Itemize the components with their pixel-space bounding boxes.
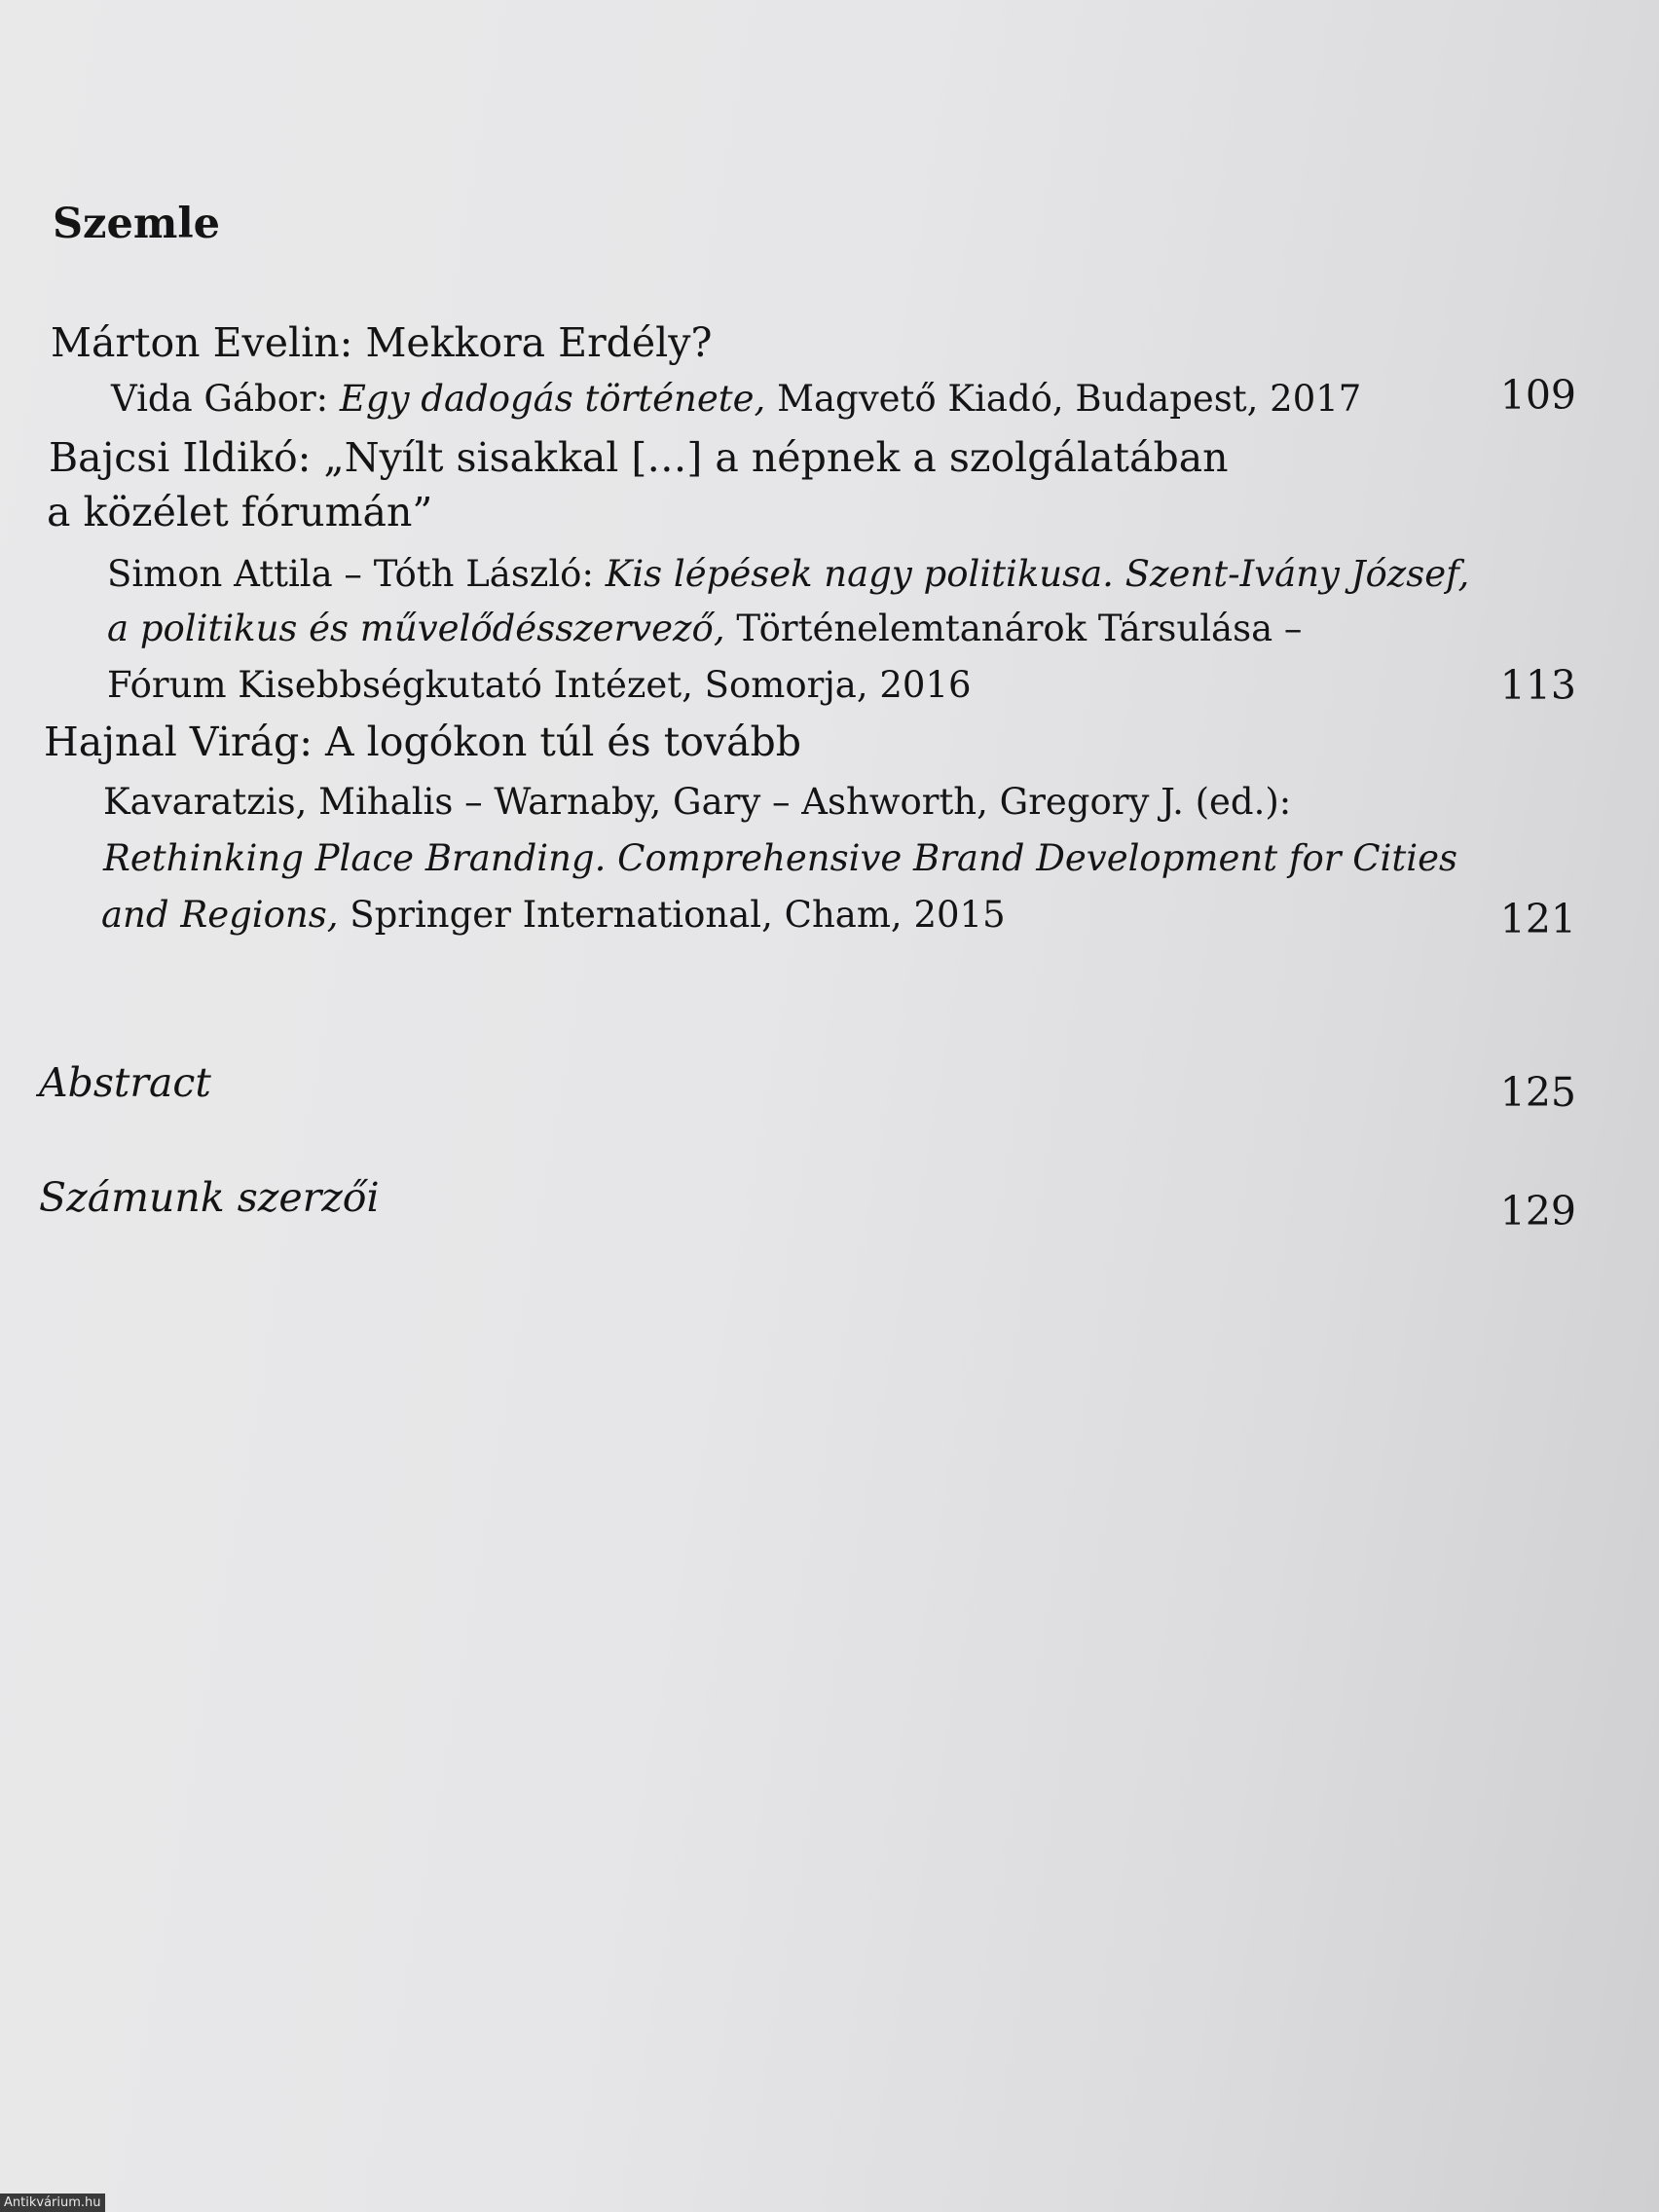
entry-1-publisher: Magvető Kiadó, Budapest, 2017 <box>765 378 1362 420</box>
entry-1-page-number: 109 <box>1499 372 1576 419</box>
entry-2-authors: Simon Attila – Tóth László: <box>107 553 606 595</box>
entry-1-book-title: Egy dadogás története, <box>339 378 766 420</box>
section-title: Szemle <box>53 200 221 248</box>
entry-3-subline-1 <box>103 781 1291 823</box>
entry-3-title: Hajnal Virág: A logókon túl és tovább <box>44 719 801 765</box>
abstract-label: Abstract <box>39 1059 211 1106</box>
entry-3-publisher: Springer International, Cham, 2015 <box>338 894 1006 936</box>
entry-1-subline-1 <box>111 378 1361 420</box>
entry-1-title: Márton Evelin: Mekkora Erdély? <box>51 319 713 366</box>
abstract-page-number: 125 <box>1499 1069 1576 1116</box>
entry-3-book-title-part-1: Rethinking Place Branding. Comprehensive Brand Development for Cities <box>103 837 1457 879</box>
entry-3-page-number: 121 <box>1499 896 1576 942</box>
entry-2-title-line-2: a közélet fórumán” <box>47 489 433 535</box>
entry-2-title-line-1: Bajcsi Ildikó: „Nyílt sisakkal […] a népnek a szolgálatában <box>49 434 1229 481</box>
entry-3-editors: Kavaratzis, Mihalis – Warnaby, Gary – Ashworth, Gregory J. (ed.): <box>103 781 1292 823</box>
entry-2-subline-2 <box>107 608 1302 649</box>
entry-2-subline-3 <box>107 664 972 706</box>
entry-2-book-title-part-2: a politikus és művelődésszervező, <box>107 608 725 649</box>
entry-3-subline-3 <box>101 894 1006 936</box>
entry-2-publisher-part-2: Fórum Kisebbségkutató Intézet, Somorja, 2016 <box>107 664 972 706</box>
entry-2-publisher-part-1: Történelemtanárok Társulása – <box>724 608 1303 649</box>
watermark-label: Antikvárium.hu <box>0 2194 105 2212</box>
authors-label: Számunk szerzői <box>39 1174 380 1221</box>
entry-2-subline-1 <box>107 553 1469 595</box>
entry-1-author: Vida Gábor: <box>111 378 340 420</box>
entry-3-book-title-part-2: and Regions, <box>101 894 339 936</box>
entry-2-page-number: 113 <box>1499 662 1576 709</box>
entry-2-book-title-part-1: Kis lépések nagy politikusa. Szent-Ivány József, <box>605 553 1470 595</box>
entry-3-subline-2 <box>103 837 1457 879</box>
authors-page-number: 129 <box>1499 1188 1576 1235</box>
